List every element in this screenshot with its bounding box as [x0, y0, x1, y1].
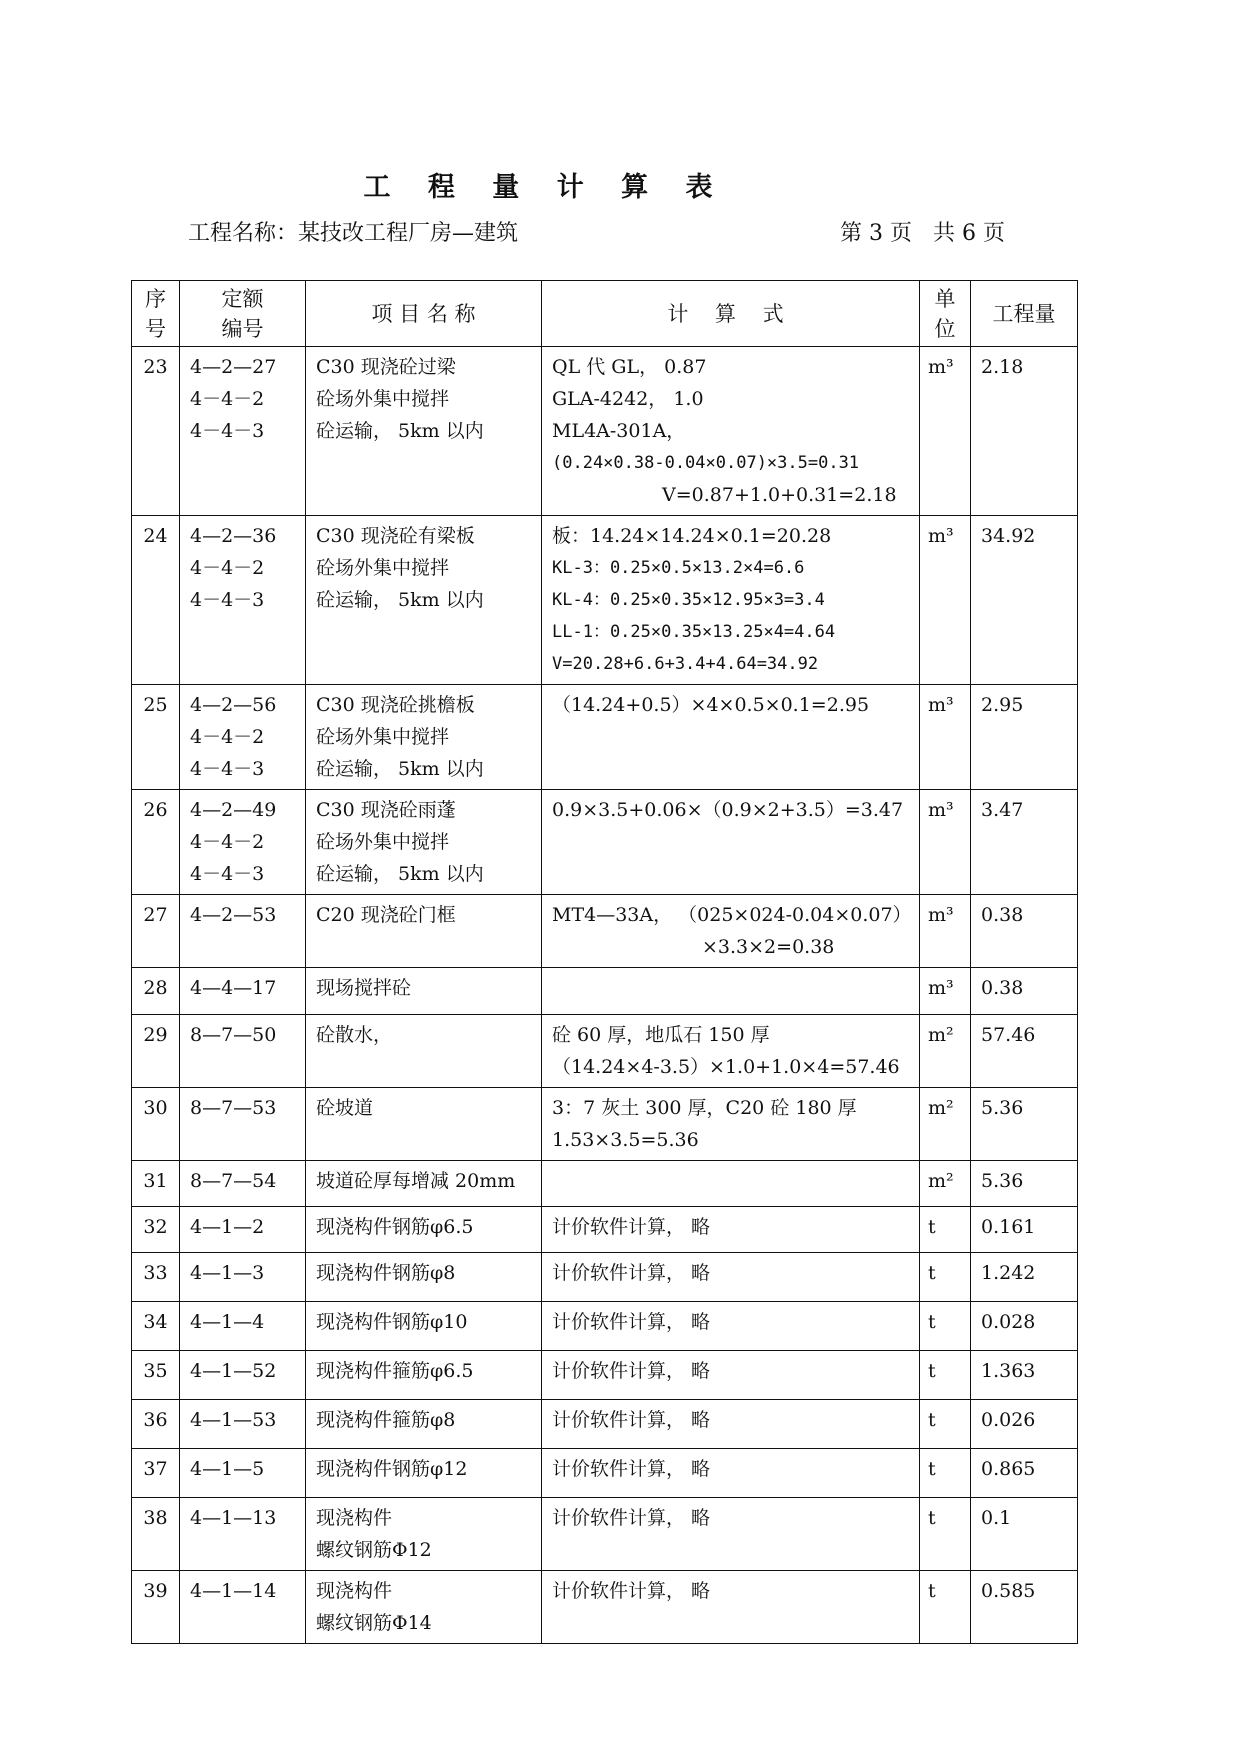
row-unit: t — [920, 1498, 971, 1571]
header-unit: 单 位 — [920, 281, 971, 347]
table-row — [132, 1449, 1078, 1498]
row-item-name — [306, 895, 542, 968]
cell-line: 8—7—50 — [190, 1024, 277, 1046]
cell-line: 4—4—17 — [190, 977, 277, 999]
cell-line: C30 现浇砼过梁 — [316, 356, 456, 378]
row-code — [180, 685, 306, 790]
row-item-name — [306, 1088, 542, 1161]
table-row — [132, 968, 1078, 1015]
row-formula — [542, 685, 920, 790]
row-formula — [542, 1302, 920, 1351]
cell-line: 3：7 灰土 300 厚，C20 砼 180 厚 — [552, 1097, 857, 1119]
row-formula — [542, 1449, 920, 1498]
cell-line: 砼场外集中搅拌 — [316, 388, 450, 410]
row-formula — [542, 1253, 920, 1302]
table-row — [132, 685, 1078, 790]
row-seq: 37 — [132, 1449, 180, 1498]
cell-line: V=0.87+1.0+0.31=2.18 — [662, 484, 897, 506]
cell-line: 砼 60 厚，地瓜石 150 厚 — [552, 1024, 770, 1046]
cell-line: 4—2—49 — [190, 799, 277, 821]
row-seq: 38 — [132, 1498, 180, 1571]
table-row — [132, 1161, 1078, 1207]
cell-line: 现浇构件钢筋φ6.5 — [316, 1216, 474, 1238]
cell-line: 计价软件计算， 略 — [552, 1216, 711, 1238]
row-formula — [542, 1571, 920, 1644]
row-code — [180, 1571, 306, 1644]
row-formula — [542, 1400, 920, 1449]
row-quantity: 0.865 — [971, 1449, 1078, 1498]
row-code — [180, 1253, 306, 1302]
cell-line: 4—1—5 — [190, 1458, 265, 1480]
row-code — [180, 516, 306, 685]
cell-line: (0.24×0.38-0.04×0.07)×3.5=0.31 — [552, 453, 860, 473]
cell-line: 砼运输， 5km 以内 — [316, 420, 484, 442]
cell-line: 4－4－2 — [190, 831, 265, 853]
table-row — [132, 790, 1078, 895]
row-quantity: 3.47 — [971, 790, 1078, 895]
row-item-name — [306, 1400, 542, 1449]
table-row — [132, 1400, 1078, 1449]
row-seq: 26 — [132, 790, 180, 895]
row-code — [180, 1015, 306, 1088]
row-unit: m² — [920, 1161, 971, 1207]
cell-line: 砼场外集中搅拌 — [316, 557, 450, 579]
row-unit: m³ — [920, 347, 971, 516]
cell-line: 4—2—56 — [190, 694, 277, 716]
cell-line: 4—1—53 — [190, 1409, 277, 1431]
cell-line: 坡道砼厚每增减 20mm — [316, 1170, 516, 1192]
row-item-name — [306, 685, 542, 790]
row-formula — [542, 1207, 920, 1253]
row-unit: m³ — [920, 895, 971, 968]
row-unit: t — [920, 1449, 971, 1498]
row-unit: t — [920, 1207, 971, 1253]
row-formula — [542, 347, 920, 516]
cell-line: ML4A-301A， — [552, 420, 686, 442]
row-item-name — [306, 516, 542, 685]
cell-line: C30 现浇砼雨蓬 — [316, 799, 456, 821]
table-row — [132, 516, 1078, 685]
row-formula — [542, 1498, 920, 1571]
row-seq: 31 — [132, 1161, 180, 1207]
cell-line: 砼场外集中搅拌 — [316, 726, 450, 748]
cell-line: （14.24×4-3.5）×1.0+1.0×4=57.46 — [552, 1056, 900, 1078]
row-unit: m³ — [920, 968, 971, 1015]
row-quantity: 57.46 — [971, 1015, 1078, 1088]
row-code — [180, 1088, 306, 1161]
cell-line: ×3.3×2=0.38 — [702, 936, 835, 958]
cell-line: 计价软件计算， 略 — [552, 1262, 711, 1284]
header-formula: 计 算 式 — [542, 281, 920, 347]
header-seq: 序 号 — [132, 281, 180, 347]
cell-line: 计价软件计算， 略 — [552, 1458, 711, 1480]
row-seq: 34 — [132, 1302, 180, 1351]
table-row — [132, 1088, 1078, 1161]
cell-line: 计价软件计算， 略 — [552, 1507, 711, 1529]
row-unit: m² — [920, 1088, 971, 1161]
cell-line: 砼散水， — [316, 1024, 393, 1046]
header-quantity: 工程量 — [971, 281, 1078, 347]
cell-line: 现浇构件钢筋φ10 — [316, 1311, 468, 1333]
row-item-name — [306, 1161, 542, 1207]
row-item-name — [306, 1351, 542, 1400]
cell-line: 4－4－2 — [190, 557, 265, 579]
cell-line: 现浇构件钢筋φ12 — [316, 1458, 468, 1480]
cell-line: 4－4－3 — [190, 420, 265, 442]
cell-line: 计价软件计算， 略 — [552, 1580, 711, 1602]
table-row — [132, 1253, 1078, 1302]
row-item-name — [306, 1253, 542, 1302]
table-row — [132, 1207, 1078, 1253]
row-code — [180, 1161, 306, 1207]
row-formula — [542, 1161, 920, 1207]
cell-line: MT4—33A， （025×024-0.04×0.07） — [552, 904, 912, 926]
row-unit: t — [920, 1351, 971, 1400]
cell-line: 4－4－2 — [190, 388, 265, 410]
cell-line: 砼运输， 5km 以内 — [316, 758, 484, 780]
row-formula — [542, 1351, 920, 1400]
row-quantity: 1.363 — [971, 1351, 1078, 1400]
row-code — [180, 1302, 306, 1351]
cell-line: 计价软件计算， 略 — [552, 1360, 711, 1382]
cell-line: 计价软件计算， 略 — [552, 1311, 711, 1333]
row-seq: 30 — [132, 1088, 180, 1161]
row-unit: m³ — [920, 685, 971, 790]
row-seq: 35 — [132, 1351, 180, 1400]
cell-line: 现浇构件 — [316, 1580, 393, 1602]
table-row — [132, 347, 1078, 516]
row-formula — [542, 1015, 920, 1088]
row-item-name — [306, 1302, 542, 1351]
cell-line: 4－4－2 — [190, 726, 265, 748]
row-seq: 28 — [132, 968, 180, 1015]
row-formula — [542, 1088, 920, 1161]
row-item-name — [306, 1015, 542, 1088]
header-item-name: 项 目 名 称 — [306, 281, 542, 347]
cell-line: 4—1—14 — [190, 1580, 277, 1602]
row-code — [180, 1449, 306, 1498]
row-quantity: 1.242 — [971, 1253, 1078, 1302]
cell-line: 砼运输， 5km 以内 — [316, 863, 484, 885]
row-quantity: 2.95 — [971, 685, 1078, 790]
cell-line: GLA-4242， 1.0 — [552, 388, 704, 410]
row-quantity: 2.18 — [971, 347, 1078, 516]
row-quantity: 0.38 — [971, 895, 1078, 968]
row-code — [180, 1498, 306, 1571]
row-item-name — [306, 1207, 542, 1253]
row-unit: m³ — [920, 790, 971, 895]
cell-line: 4—2—27 — [190, 356, 277, 378]
cell-line: 砼坡道 — [316, 1097, 374, 1119]
row-code — [180, 1351, 306, 1400]
row-formula — [542, 895, 920, 968]
cell-line: 4—1—2 — [190, 1216, 265, 1238]
row-formula — [542, 968, 920, 1015]
row-seq: 23 — [132, 347, 180, 516]
table-row — [132, 1015, 1078, 1088]
row-quantity: 0.1 — [971, 1498, 1078, 1571]
row-quantity: 0.585 — [971, 1571, 1078, 1644]
row-item-name — [306, 347, 542, 516]
cell-line: 8—7—54 — [190, 1170, 277, 1192]
cell-line: 0.9×3.5+0.06×（0.9×2+3.5）=3.47 — [552, 799, 904, 821]
cell-line: 螺纹钢筋Φ14 — [316, 1612, 432, 1634]
row-quantity: 0.026 — [971, 1400, 1078, 1449]
row-seq: 24 — [132, 516, 180, 685]
row-code — [180, 895, 306, 968]
row-code — [180, 968, 306, 1015]
cell-line: KL-4：0.25×0.35×12.95×3=3.4 — [552, 590, 825, 610]
row-unit: t — [920, 1571, 971, 1644]
page-number: 第 3 页 共 6 页 — [840, 221, 1005, 246]
table-row — [132, 1498, 1078, 1571]
cell-line: 4—2—53 — [190, 904, 277, 926]
row-unit: m² — [920, 1015, 971, 1088]
row-unit: t — [920, 1253, 971, 1302]
row-quantity: 5.36 — [971, 1161, 1078, 1207]
cell-line: 现浇构件箍筋φ8 — [316, 1409, 456, 1431]
row-quantity: 0.028 — [971, 1302, 1078, 1351]
row-unit: t — [920, 1400, 971, 1449]
cell-line: （14.24+0.5）×4×0.5×0.1=2.95 — [552, 694, 870, 716]
cell-line: 现浇构件箍筋φ6.5 — [316, 1360, 474, 1382]
row-item-name — [306, 1571, 542, 1644]
row-unit: m³ — [920, 516, 971, 685]
cell-line: 4—1—4 — [190, 1311, 265, 1333]
cell-line: 4－4－3 — [190, 589, 265, 611]
cell-line: 砼场外集中搅拌 — [316, 831, 450, 853]
cell-line: 4—1—13 — [190, 1507, 277, 1529]
cell-line: V=20.28+6.6+3.4+4.64=34.92 — [552, 654, 819, 674]
row-seq: 39 — [132, 1571, 180, 1644]
cell-line: 4—1—52 — [190, 1360, 277, 1382]
cell-line: 4－4－3 — [190, 758, 265, 780]
cell-line: 现场搅拌砼 — [316, 977, 412, 999]
cell-line: 现浇构件钢筋φ8 — [316, 1262, 456, 1284]
cell-line: KL-3：0.25×0.5×13.2×4=6.6 — [552, 558, 805, 578]
cell-line: 螺纹钢筋Φ12 — [316, 1539, 432, 1561]
table-row — [132, 1351, 1078, 1400]
cell-line: 板：14.24×14.24×0.1=20.28 — [552, 525, 832, 547]
row-item-name — [306, 790, 542, 895]
cell-line: LL-1：0.25×0.35×13.25×4=4.64 — [552, 622, 836, 642]
row-formula — [542, 790, 920, 895]
row-seq: 25 — [132, 685, 180, 790]
cell-line: C20 现浇砼门框 — [316, 904, 456, 926]
row-code — [180, 1400, 306, 1449]
cell-line: 4－4－3 — [190, 863, 265, 885]
row-quantity: 5.36 — [971, 1088, 1078, 1161]
row-code — [180, 347, 306, 516]
cell-line: C30 现浇砼有梁板 — [316, 525, 475, 547]
cell-line: 4—1—3 — [190, 1262, 265, 1284]
row-quantity: 0.161 — [971, 1207, 1078, 1253]
cell-line: 1.53×3.5=5.36 — [552, 1129, 699, 1151]
row-seq: 33 — [132, 1253, 180, 1302]
table-header-row — [132, 281, 1078, 347]
row-formula — [542, 516, 920, 685]
row-code — [180, 1207, 306, 1253]
cell-line: QL 代 GL， 0.87 — [552, 356, 707, 378]
table-row — [132, 1571, 1078, 1644]
row-item-name — [306, 1449, 542, 1498]
row-quantity: 34.92 — [971, 516, 1078, 685]
page-title: 工 程 量 计 算 表 — [363, 172, 727, 203]
row-seq: 27 — [132, 895, 180, 968]
cell-line: C30 现浇砼挑檐板 — [316, 694, 475, 716]
project-name: 工程名称：某技改工程厂房—建筑 — [188, 221, 519, 246]
row-item-name — [306, 968, 542, 1015]
row-seq: 36 — [132, 1400, 180, 1449]
cell-line: 4—2—36 — [190, 525, 277, 547]
table-row — [132, 1302, 1078, 1351]
quantity-table — [131, 280, 1078, 1644]
cell-line: 砼运输， 5km 以内 — [316, 589, 484, 611]
row-seq: 29 — [132, 1015, 180, 1088]
cell-line: 8—7—53 — [190, 1097, 277, 1119]
header-code: 定额 编号 — [180, 281, 306, 347]
cell-line: 计价软件计算， 略 — [552, 1409, 711, 1431]
row-item-name — [306, 1498, 542, 1571]
row-quantity: 0.38 — [971, 968, 1078, 1015]
cell-line: 现浇构件 — [316, 1507, 393, 1529]
row-seq: 32 — [132, 1207, 180, 1253]
row-unit: t — [920, 1302, 971, 1351]
row-code — [180, 790, 306, 895]
table-row — [132, 895, 1078, 968]
